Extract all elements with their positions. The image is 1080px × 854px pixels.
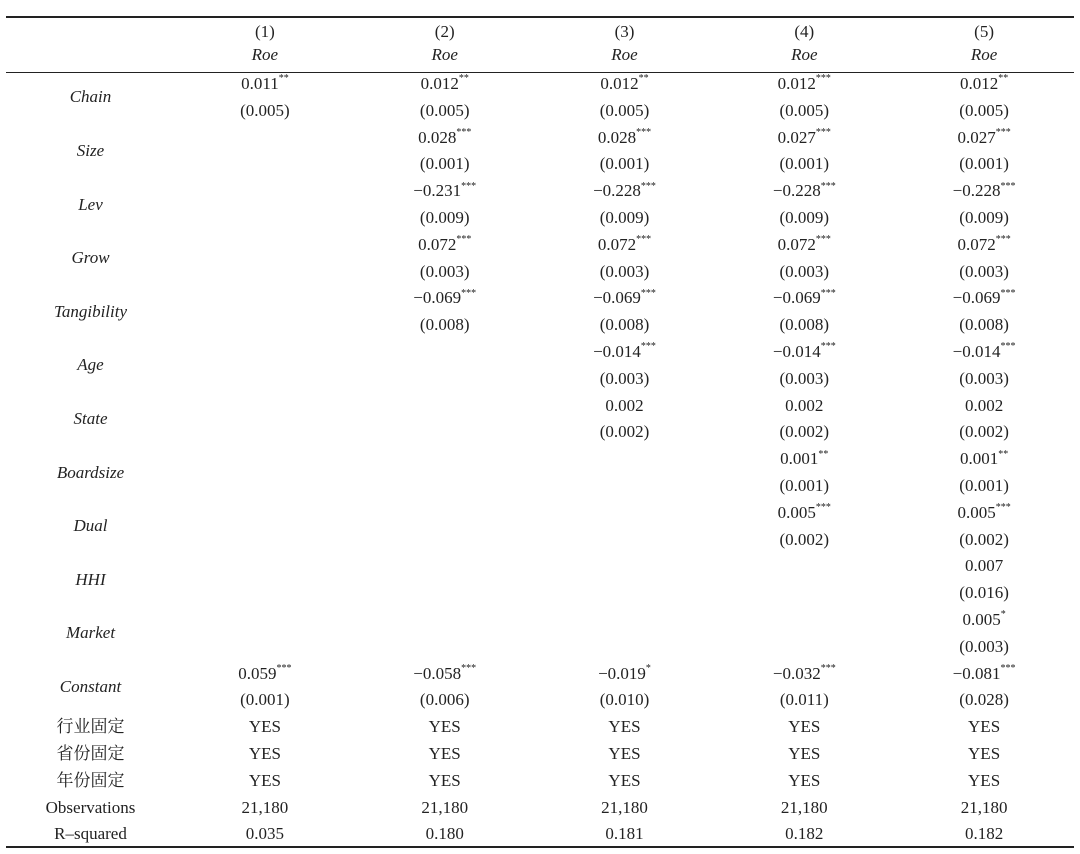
coefficient-cell [355,661,535,688]
coefficient-cell [355,125,535,152]
coefficient-value: 0.001 [959,449,999,469]
standard-error-cell: (0.005) [419,100,470,120]
coefficient-value: 0.027 [957,127,996,147]
significance-stars: *** [636,234,652,246]
standard-error-cell [355,419,535,446]
standard-error-cell: (0.001) [419,154,470,174]
significance-stars: *** [1000,180,1016,192]
footer-value: YES [248,770,281,790]
standard-error-cell [175,151,355,178]
significance-stars: *** [815,126,831,138]
coefficient-value: 0.072 [597,234,637,254]
significance-stars: ** [458,73,469,85]
coefficient-value: −0.014 [952,341,1001,361]
coefficient-cell [175,339,355,366]
coefficient-value: 0.005 [957,502,996,522]
coefficient-cell [175,71,355,98]
coefficient-cell [355,71,535,98]
coefficient-row [6,607,1074,634]
coefficient-value: −0.069 [772,288,821,308]
footer-label: R–squared [54,824,127,844]
standard-error-cell: (0.003) [959,261,1009,281]
standard-error-cell [714,634,894,661]
significance-stars: *** [456,126,472,138]
standard-error-cell [355,634,535,661]
footer-row [6,795,1074,822]
standard-error-cell: (0.002) [959,422,1009,442]
footer-value: 0.182 [785,824,824,844]
coefficient-value: 0.002 [605,395,644,415]
coefficient-value: −0.069 [593,288,641,308]
coefficient-cell [714,661,894,688]
dependent-variable: Roe [791,45,818,64]
footer-value: 0.180 [425,824,464,844]
significance-stars: *** [995,234,1011,246]
standard-error-cell [355,473,535,500]
significance-stars: * [645,662,651,674]
variable-label: Lev [78,194,103,214]
coefficient-value: −0.014 [593,341,641,361]
coefficient-cell [714,71,894,98]
coefficient-cell [714,500,894,527]
coefficient-value: 0.028 [597,127,637,147]
coefficient-cell [355,607,535,634]
footer-value: 21,180 [960,797,1008,817]
standard-error-cell: (0.003) [419,261,470,281]
regression-table [6,16,1074,848]
coefficient-cell [175,393,355,420]
significance-stars: *** [820,287,836,299]
footer-value: YES [428,770,461,790]
column-number: (2) [434,22,455,41]
column-number-row [6,20,1074,43]
coefficient-value: 0.012 [420,74,459,93]
standard-error-cell: (0.005) [779,100,830,120]
coefficient-cell [714,339,894,366]
footer-value: 21,180 [601,797,648,817]
coefficient-cell [355,178,535,205]
footer-value: YES [788,743,821,763]
coefficient-value: −0.228 [952,181,1001,201]
significance-stars: ** [278,73,289,85]
coefficient-value: 0.001 [780,449,819,469]
significance-stars: *** [640,341,656,353]
coefficient-value: −0.058 [413,663,462,683]
header-rule [6,72,1074,73]
coefficient-value: −0.019 [598,663,646,683]
standard-error-cell: (0.001) [779,475,830,495]
standard-error-cell: (0.002) [779,529,830,549]
significance-stars: *** [461,287,477,299]
variable-label: Chain [69,87,112,107]
coefficient-row [6,500,1074,527]
coefficient-cell [894,285,1074,312]
significance-stars: *** [815,502,831,514]
coefficient-cell [714,393,894,420]
coefficient-cell [175,661,355,688]
coefficient-cell [894,339,1074,366]
footer-value: YES [788,717,821,737]
significance-stars: *** [995,126,1011,138]
coefficient-value: 0.012 [600,74,639,93]
coefficient-row [6,393,1074,420]
coefficient-row [6,232,1074,259]
coefficient-value: −0.081 [952,663,1001,683]
significance-stars: *** [815,234,831,246]
coefficient-cell [355,446,535,473]
coefficient-cell [355,553,535,580]
coefficient-cell [894,125,1074,152]
coefficient-cell [535,125,715,152]
significance-stars: *** [636,126,652,138]
coefficient-cell [714,553,894,580]
standard-error-cell: (0.009) [419,207,470,227]
coefficient-value: 0.005 [962,609,1001,629]
coefficient-value: −0.069 [413,288,462,308]
coefficient-cell [355,285,535,312]
significance-stars: *** [276,662,292,674]
coefficient-cell [714,607,894,634]
footer-value: YES [968,743,1001,763]
coefficient-cell [175,285,355,312]
coefficient-row [6,339,1074,366]
standard-error-cell: (0.002) [779,422,830,442]
coefficient-row [6,661,1074,688]
coefficient-cell [894,446,1074,473]
standard-error-cell [175,312,355,339]
coefficient-cell [535,446,715,473]
footer-value: YES [248,743,281,763]
coefficient-cell [535,661,715,688]
coefficient-cell [714,285,894,312]
significance-stars: ** [998,448,1009,460]
coefficient-cell [355,339,535,366]
coefficient-cell [894,661,1074,688]
column-number: (1) [254,22,275,41]
standard-error-cell: (0.003) [959,636,1009,656]
significance-stars: *** [815,73,831,85]
coefficient-value: −0.231 [413,181,462,201]
standard-error-cell [175,366,355,393]
header-corner [6,43,175,66]
coefficient-cell [355,500,535,527]
footer-value: 21,180 [241,797,289,817]
footer-value: YES [248,717,281,737]
variable-label: Grow [71,248,110,268]
coefficient-cell [175,607,355,634]
footer-value: 0.182 [964,824,1004,844]
variable-label: State [73,408,108,428]
coefficient-cell [714,232,894,259]
table-body [6,16,1074,848]
standard-error-cell: (0.002) [959,529,1009,549]
coefficient-value: 0.002 [964,395,1004,415]
standard-error-cell: (0.009) [779,207,830,227]
variable-label: Size [76,140,105,160]
standard-error-cell: (0.001) [959,154,1009,174]
significance-stars: *** [1000,662,1016,674]
coefficient-cell [894,500,1074,527]
standard-error-cell [535,634,715,661]
significance-stars: *** [1000,287,1016,299]
coefficient-value: −0.228 [772,181,821,201]
standard-error-cell: (0.005) [240,100,290,120]
variable-label: Market [65,623,116,643]
standard-error-cell: (0.006) [419,690,470,710]
coefficient-value: 0.072 [957,234,996,254]
standard-error-cell: (0.005) [599,100,650,120]
coefficient-row [6,553,1074,580]
footer-value: 21,180 [421,797,469,817]
footer-value: 21,180 [780,797,828,817]
coefficient-value: 0.005 [777,502,816,522]
standard-error-cell: (0.016) [959,583,1009,603]
standard-error-cell: (0.001) [240,690,290,710]
bottom-rule [6,846,1074,848]
standard-error-cell [355,580,535,607]
coefficient-value: 0.007 [964,556,1004,576]
standard-error-cell: (0.009) [599,207,650,227]
footer-row [6,768,1074,795]
footer-label: 行业固定 [56,717,125,737]
coefficient-cell [535,339,715,366]
footer-row [6,741,1074,768]
footer-value: 0.035 [245,824,285,844]
standard-error-cell [175,473,355,500]
footer-value: YES [608,717,641,737]
footer-row [6,714,1074,741]
footer-value: YES [608,770,641,790]
coefficient-cell [535,500,715,527]
standard-error-cell: (0.003) [599,368,650,388]
standard-error-cell: (0.008) [959,315,1009,335]
coefficient-cell [535,285,715,312]
coefficient-cell [894,393,1074,420]
significance-stars: *** [1000,341,1016,353]
variable-label: Age [77,355,104,375]
coefficient-row [6,178,1074,205]
standard-error-cell: (0.028) [959,690,1009,710]
coefficient-value: 0.059 [238,663,277,683]
standard-error-cell: (0.008) [599,315,650,335]
standard-error-cell [535,580,715,607]
coefficient-cell [355,232,535,259]
standard-error-cell: (0.009) [959,207,1009,227]
standard-error-cell: (0.001) [599,154,650,174]
coefficient-value: 0.027 [777,127,816,147]
significance-stars: *** [820,341,836,353]
standard-error-cell: (0.003) [779,261,830,281]
coefficient-cell [355,393,535,420]
standard-error-cell: (0.011) [779,690,829,710]
coefficient-value: 0.028 [418,127,457,147]
significance-stars: ** [818,448,829,460]
coefficient-value: 0.012 [777,74,816,93]
coefficient-cell [714,178,894,205]
variable-label: Constant [59,676,122,696]
footer-row [6,821,1074,848]
variable-label: Tangibility [53,301,128,321]
standard-error-cell: (0.001) [959,475,1009,495]
significance-stars: ** [638,73,649,85]
standard-error-cell [175,634,355,661]
coefficient-value: 0.012 [959,74,999,93]
standard-error-cell: (0.003) [779,368,830,388]
standard-error-cell [175,419,355,446]
significance-stars: *** [820,662,836,674]
significance-stars: *** [995,502,1011,514]
significance-stars: *** [456,234,472,246]
coefficient-cell [714,446,894,473]
footer-value: YES [788,770,821,790]
dependent-variable: Roe [970,45,998,64]
footer-value: YES [428,743,461,763]
coefficient-cell [894,71,1074,98]
footer-value: 0.181 [605,824,644,844]
coefficient-value: −0.069 [952,288,1001,308]
coefficient-value: 0.011 [241,74,279,93]
coefficient-value: 0.072 [418,234,457,254]
footer-value: YES [608,743,641,763]
coefficient-cell [535,553,715,580]
footer-value: YES [428,717,461,737]
coefficient-cell [175,500,355,527]
significance-stars: *** [820,180,836,192]
column-number: (4) [794,22,815,41]
coefficient-cell [714,125,894,152]
standard-error-cell: (0.002) [599,422,650,442]
coefficient-cell [175,446,355,473]
standard-error-cell: (0.010) [599,690,650,710]
coefficient-value: −0.014 [772,341,821,361]
coefficient-cell [175,232,355,259]
standard-error-cell: (0.005) [959,100,1009,120]
standard-error-cell [175,527,355,554]
coefficient-value: 0.072 [777,234,816,254]
header-corner [6,20,175,43]
coefficient-cell [535,232,715,259]
standard-error-cell [535,473,715,500]
standard-error-cell [355,527,535,554]
coefficient-cell [535,178,715,205]
coefficient-cell [535,71,715,98]
coefficient-row [6,446,1074,473]
dependent-variable: Roe [611,45,638,64]
coefficient-value: −0.032 [772,663,821,683]
dependent-variable-row [6,43,1074,66]
significance-stars: *** [461,180,477,192]
dependent-variable: Roe [251,45,279,64]
coefficient-cell [894,232,1074,259]
coefficient-value: −0.228 [593,181,641,201]
standard-error-cell: (0.003) [599,261,650,281]
coefficient-cell [894,607,1074,634]
coefficient-row [6,71,1074,98]
standard-error-cell: (0.001) [779,154,830,174]
coefficient-cell [175,553,355,580]
footer-label: Observations [45,797,136,817]
coefficient-cell [894,178,1074,205]
column-number: (3) [614,22,635,41]
coefficient-row [6,125,1074,152]
dependent-variable: Roe [431,45,458,64]
coefficient-cell [175,178,355,205]
column-number: (5) [974,22,994,41]
footer-label: 省份固定 [56,743,125,763]
standard-error-cell [175,259,355,286]
coefficient-cell [535,607,715,634]
standard-error-cell [175,205,355,232]
standard-error-cell [535,527,715,554]
significance-stars: *** [640,180,656,192]
standard-error-cell [355,366,535,393]
variable-label: Boardsize [56,462,125,482]
coefficient-cell [535,393,715,420]
coefficient-cell [894,553,1074,580]
standard-error-cell: (0.008) [779,315,830,335]
standard-error-cell [714,580,894,607]
footer-value: YES [968,770,1001,790]
footer-label: 年份固定 [56,770,125,790]
coefficient-row [6,285,1074,312]
variable-label: Dual [73,516,108,536]
significance-stars: ** [998,73,1009,85]
coefficient-cell [175,125,355,152]
footer-value: YES [968,717,1001,737]
significance-stars: *** [640,287,656,299]
coefficient-value: 0.002 [785,395,824,415]
standard-error-cell [175,580,355,607]
significance-stars: *** [461,662,477,674]
variable-label: HHI [75,569,106,589]
significance-stars: * [1000,609,1006,621]
top-rule [6,16,1074,18]
standard-error-cell: (0.008) [419,315,470,335]
standard-error-cell: (0.003) [959,368,1009,388]
